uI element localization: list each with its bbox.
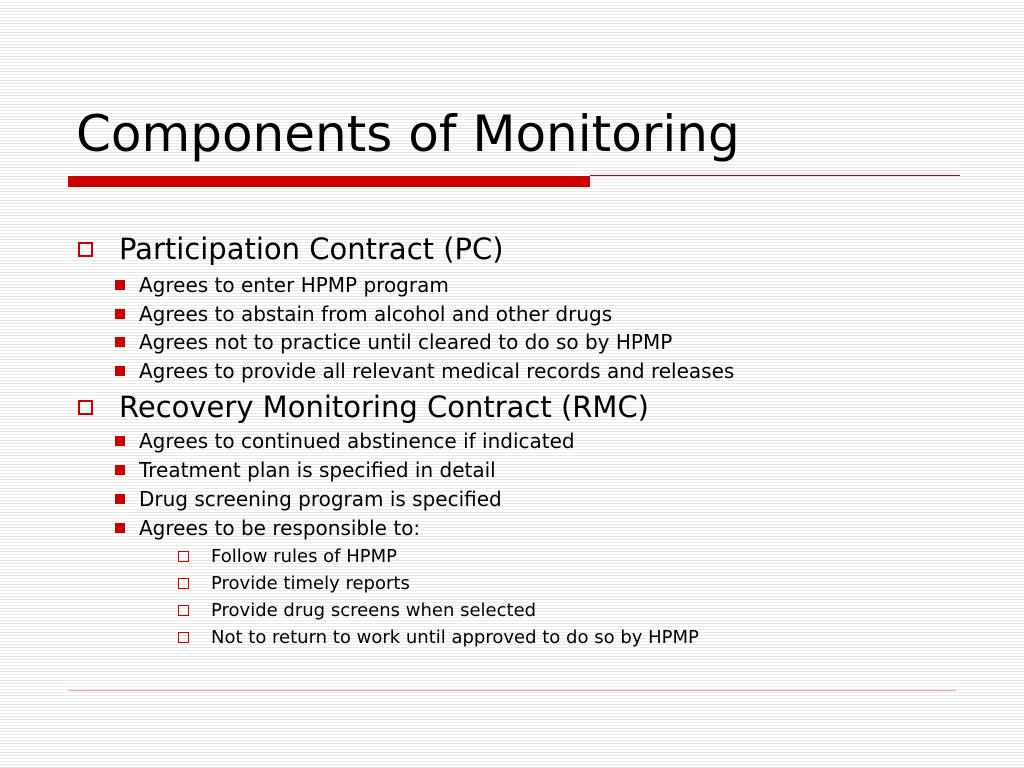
list-item (115, 300, 612, 328)
hollow-square-bullet-icon (178, 632, 189, 643)
sub-list-item-text: Follow rules of HPMP (211, 545, 398, 567)
footer-divider (68, 690, 956, 691)
hollow-square-bullet-icon (78, 242, 93, 257)
list-item-text: Agrees to continued abstinence if indicated (139, 429, 575, 453)
solid-square-bullet-icon (115, 366, 125, 376)
list-item-text: Agrees to abstain from alcohol and other drugs (139, 302, 613, 326)
hollow-square-bullet-icon (178, 551, 189, 562)
section-heading-text: Participation Contract (PC) (119, 232, 504, 266)
solid-square-bullet-icon (115, 309, 125, 319)
sub-list-item-text: Not to return to work until approved to do so by HPMP (211, 626, 699, 648)
list-item (115, 271, 449, 299)
list-item (115, 456, 496, 484)
list-item-text: Agrees to provide all relevant medical records and releases (139, 359, 735, 383)
sub-list-item (178, 543, 397, 569)
list-item (115, 514, 420, 542)
slide-title: Components of Monitoring (76, 105, 740, 163)
solid-square-bullet-icon (115, 465, 125, 475)
hollow-square-bullet-icon (78, 400, 93, 415)
list-item (115, 357, 734, 385)
sub-list-item-text: Provide timely reports (211, 572, 410, 594)
list-item-text: Agrees to enter HPMP program (139, 273, 449, 297)
solid-square-bullet-icon (115, 436, 125, 446)
solid-square-bullet-icon (115, 523, 125, 533)
section-heading-text: Recovery Monitoring Contract (RMC) (119, 390, 650, 424)
solid-square-bullet-icon (115, 494, 125, 504)
list-item-text: Treatment plan is specified in detail (139, 458, 496, 482)
list-item-text: Agrees to be responsible to: (139, 516, 421, 540)
list-item-text: Drug screening program is specified (139, 487, 502, 511)
sub-list-item-text: Provide drug screens when selected (211, 599, 537, 621)
hollow-square-bullet-icon (178, 605, 189, 616)
section-heading-participation-contract (76, 231, 504, 267)
sub-list-item (178, 624, 699, 650)
sub-list-item (178, 597, 536, 623)
solid-square-bullet-icon (115, 337, 125, 347)
list-item (115, 328, 672, 356)
list-item (115, 485, 502, 513)
list-item-text: Agrees not to practice until cleared to do so by HPMP (139, 330, 673, 354)
list-item (115, 427, 575, 455)
hollow-square-bullet-icon (178, 578, 189, 589)
sub-list-item (178, 570, 410, 596)
solid-square-bullet-icon (115, 280, 125, 290)
section-heading-recovery-monitoring-contract (76, 389, 649, 425)
